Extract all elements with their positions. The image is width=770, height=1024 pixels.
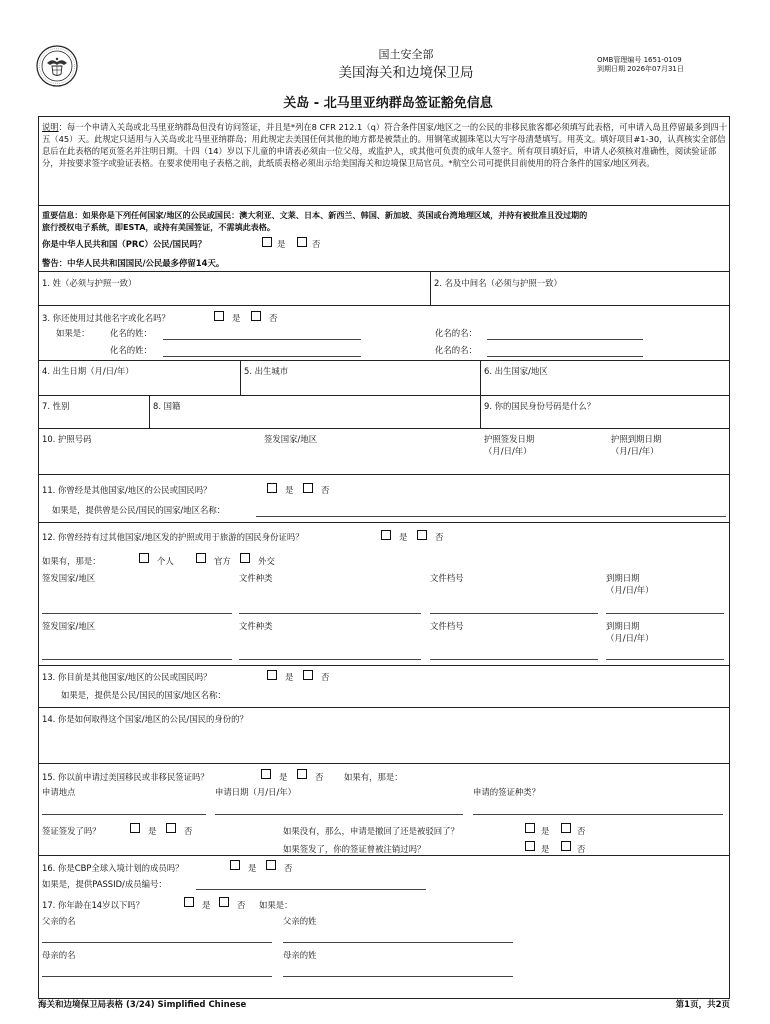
f15-issued-label: 签证签发了吗？ (42, 826, 101, 836)
f11-countries-input[interactable] (256, 516, 726, 517)
f12-yes-checkbox[interactable] (381, 530, 391, 540)
f15-cancelled-no-checkbox[interactable] (561, 841, 571, 851)
seal-icon (36, 45, 78, 87)
f13-yes-checkbox[interactable] (267, 670, 277, 680)
f16-no-checkbox[interactable] (266, 860, 276, 870)
f15-issued-no-label: 否 (184, 826, 193, 836)
field-14-question[interactable]: 14. 你是如何取得这个国家/地区的公民/国民的身份的？ (42, 714, 248, 724)
instructions-text: ：每一个申请入关岛或北马里亚纳群岛但没有访问签证，并且是*列在8 CFR 212.1（q）符合条件国家/地区之一的公民的非移民旅客都必须填写此表格，可申请入岛且停留最多到四十五（45）天。此规定只适用与入关岛或北马里亚纳群岛；用此规定去美国任何其他的地方都是被禁止的。用钢笔或圆珠笔以大写字母清楚填写。用英文。填好项目#1-30，认真核实全部信息后在此表格的尾页签名并注明日期。十四（14）岁以下儿童的申请表必须由一位父母，或监护人，或其他可负责的成年人签字。所有项目填好后，申请人必须核对准确性，阅读验证部分，并按要求签字或验证表格。在要求使用电子表格之前，此纸质表格必须出示给美国海关和边境保卫局官员。*航空公司可提供目前使用的符合条件的国家/地区列表。 (42, 122, 728, 168)
f10-issue-date-format: （月/日/年） (484, 446, 532, 456)
field-15-question: 15. 你以前申请过美国移民或非移民签证吗？ (42, 772, 209, 782)
f15-type-input[interactable] (473, 814, 723, 815)
f15-if-so: 如果有，那是： (344, 772, 403, 782)
f17-yes-checkbox[interactable] (184, 897, 194, 907)
f3-alias-first-2-label: 化名的名： (435, 345, 477, 355)
f12-personal-label: 个人 (157, 556, 174, 566)
prc-question: 你是中华人民共和国（PRC）公民/国民吗？ (42, 239, 207, 249)
prc-yes-checkbox[interactable] (262, 237, 272, 247)
f12-exp-1: 到期日期 (606, 573, 640, 583)
field-1-surname[interactable]: 1. 姓（必须与护照一致） (42, 278, 137, 288)
f16-yes-label: 是 (248, 863, 257, 873)
f3-no-checkbox[interactable] (251, 311, 261, 321)
f10-expiry-date-format: （月/日/年） (611, 446, 659, 456)
f17-father-first-label: 父亲的名 (42, 916, 76, 926)
field-3-question: 3. 你还使用过其他名字或化名吗？ (42, 313, 170, 323)
field-10-passport-number[interactable]: 10. 护照号码 (42, 434, 92, 444)
f15-yes-checkbox[interactable] (261, 769, 271, 779)
f12-if-yes: 如果有，那是： (42, 556, 101, 566)
field-12-question: 12. 你曾经持有过其他国家/地区发的护照或用于旅游的国民身份证吗？ (42, 532, 304, 542)
prc-yes-label: 是 (277, 239, 286, 249)
f12-doc-type-1: 文件种类 (239, 573, 273, 583)
f15-date-label: 申请日期（月/日/年） (215, 787, 297, 797)
f17-no-checkbox[interactable] (219, 897, 229, 907)
field-5-birth-city[interactable]: 5. 出生城市 (244, 366, 289, 376)
prc-no-checkbox[interactable] (297, 237, 307, 247)
f12-doc-no-2: 文件档号 (430, 621, 464, 631)
f12-country-2-input[interactable] (42, 659, 232, 660)
f15-cancelled-label: 如果签发了，你的签证曾被注销过吗？ (283, 844, 426, 854)
f3-alias-last-2-input[interactable] (163, 356, 361, 357)
f3-alias-last-2-label: 化名的姓： (110, 345, 152, 355)
field-16-question: 16. 你是CBP全球入境计划的成员吗？ (42, 863, 184, 873)
f17-mother-first-label: 母亲的名 (42, 950, 76, 960)
f16-no-label: 否 (284, 863, 293, 873)
f15-refused-label: 如果没有，那么，申请是撤回了还是被驳回了？ (283, 826, 459, 836)
f15-cancelled-yes-checkbox[interactable] (525, 841, 535, 851)
instructions-label: 说明 (42, 122, 59, 132)
f15-refused-yes-checkbox[interactable] (525, 823, 535, 833)
f10-issuing-country[interactable]: 签发国家/地区 (264, 434, 318, 444)
instructions (42, 121, 728, 169)
omb-expiry: 到期日期 2026年07月31日 (597, 65, 684, 73)
f15-issued-yes-label: 是 (148, 826, 157, 836)
f11-no-label: 否 (321, 485, 330, 495)
f3-yes-label: 是 (232, 313, 241, 323)
f15-date-input[interactable] (215, 814, 463, 815)
f11-yes-label: 是 (285, 485, 294, 495)
f15-cancelled-no-label: 否 (577, 844, 586, 854)
field-7-gender[interactable]: 7. 性别 (42, 401, 70, 411)
f15-issued-no-checkbox[interactable] (166, 823, 176, 833)
f12-exp-1-format: （月/日/年） (606, 585, 654, 595)
f16-passid-input[interactable] (196, 889, 426, 890)
footer-form-id: 海关和边境保卫局表格 (3/24) Simplified Chinese (38, 1000, 247, 1010)
field-9-national-id[interactable]: 9. 你的国民身份号码是什么？ (484, 401, 596, 411)
f17-if-yes: 如果是： (259, 900, 293, 910)
f3-yes-checkbox[interactable] (214, 311, 224, 321)
f12-exp-2-format: （月/日/年） (606, 633, 654, 643)
f15-issued-yes-checkbox[interactable] (130, 823, 140, 833)
f12-exp-2: 到期日期 (606, 621, 640, 631)
prc-warning: 警告：中华人民共和国国民/公民最多停留14天。 (42, 258, 225, 268)
f12-doc-type-2: 文件种类 (239, 621, 273, 631)
field-8-nationality[interactable]: 8. 国籍 (153, 401, 181, 411)
field-17-question: 17. 你年龄在14岁以下吗？ (42, 900, 145, 910)
field-6-birth-country[interactable]: 6. 出生国家/地区 (484, 366, 548, 376)
f11-if-yes: 如果是，提供曾是公民/国民的国家/地区名称： (52, 505, 226, 515)
f10-issue-date[interactable]: 护照签发日期 (484, 434, 535, 444)
f15-no-checkbox[interactable] (297, 769, 307, 779)
f17-mother-last-input[interactable] (283, 976, 513, 977)
f15-place-label: 申请地点 (42, 787, 76, 797)
f12-no-checkbox[interactable] (417, 530, 427, 540)
f17-yes-label: 是 (202, 900, 211, 910)
f13-no-checkbox[interactable] (303, 670, 313, 680)
f12-doc-type-2-input[interactable] (239, 659, 421, 660)
f12-personal-checkbox[interactable] (139, 553, 149, 563)
field-2-given-name[interactable]: 2. 名及中间名（必须与护照一致） (434, 278, 562, 288)
f11-no-checkbox[interactable] (303, 483, 313, 493)
prc-no-label: 否 (312, 239, 321, 249)
f3-if-yes: 如果是： (56, 328, 90, 338)
f13-yes-label: 是 (285, 672, 294, 682)
omb-number: OMB管理编号 1651-0109 (597, 56, 682, 64)
f13-no-label: 否 (321, 672, 330, 682)
f15-no-label: 否 (315, 772, 324, 782)
f15-refused-no-checkbox[interactable] (561, 823, 571, 833)
footer-page-number: 第1页，共2页 (675, 1000, 730, 1010)
f16-yes-checkbox[interactable] (230, 860, 240, 870)
f12-country-1-input[interactable] (42, 613, 232, 614)
f10-expiry-date[interactable]: 护照到期日期 (611, 434, 662, 444)
f12-exp-2-input[interactable] (606, 659, 724, 660)
f3-alias-first-1-label: 化名的名： (435, 328, 477, 338)
f13-if-yes: 如果是，提供是公民/国民的国家/地区名称： (61, 690, 226, 700)
f16-if-yes: 如果是，提供PASSID/成员编号： (42, 879, 167, 889)
f12-country-2: 签发国家/地区 (42, 621, 96, 631)
f17-father-last-label: 父亲的姓 (283, 916, 317, 926)
f15-type-label: 申请的签证种类？ (473, 787, 540, 797)
dhs-seal (36, 45, 78, 87)
f15-refused-no-label: 否 (577, 826, 586, 836)
f17-mother-last-label: 母亲的姓 (283, 950, 317, 960)
important-line1: 重要信息：如果你是下列任何国家/地区的公民或国民：澳大利亚、文莱、日本、新西兰、韩国、新加坡、英国或台湾地理区域，并持有被批准且没过期的 (42, 210, 588, 220)
f12-country-1: 签发国家/地区 (42, 573, 96, 583)
f12-official-label: 官方 (214, 556, 231, 566)
department-name: 国土安全部 (378, 48, 434, 61)
f15-yes-label: 是 (279, 772, 288, 782)
f12-doc-no-1: 文件档号 (430, 573, 464, 583)
f11-yes-checkbox[interactable] (267, 483, 277, 493)
f12-diplomatic-checkbox[interactable] (240, 553, 250, 563)
f15-refused-yes-label: 是 (541, 826, 550, 836)
f12-yes-label: 是 (399, 532, 408, 542)
f12-exp-1-input[interactable] (606, 613, 724, 614)
f3-alias-first-1-input[interactable] (487, 339, 643, 340)
f12-doc-type-1-input[interactable] (239, 613, 421, 614)
f15-place-input[interactable] (42, 814, 206, 815)
f12-doc-no-1-input[interactable] (430, 613, 598, 614)
f17-no-label: 否 (237, 900, 246, 910)
f17-mother-first-input[interactable] (42, 976, 272, 977)
important-line2: 旅行授权电子系统，即ESTA，或持有美国签证，不需填此表格。 (42, 222, 275, 232)
f12-doc-no-2-input[interactable] (430, 659, 598, 660)
f12-no-label: 否 (435, 532, 444, 542)
f12-official-checkbox[interactable] (196, 553, 206, 563)
f15-cancelled-yes-label: 是 (541, 844, 550, 854)
f3-alias-last-1-input[interactable] (163, 339, 361, 340)
f3-alias-last-1-label: 化名的姓： (110, 328, 152, 338)
f3-no-label: 否 (269, 313, 278, 323)
field-4-dob[interactable]: 4. 出生日期（月/日/年） (42, 366, 134, 376)
form-title: 关岛 - 北马里亚纳群岛签证豁免信息 (283, 96, 493, 111)
agency-name: 美国海关和边境保卫局 (338, 65, 474, 81)
f3-alias-first-2-input[interactable] (487, 356, 643, 357)
f17-father-first-input[interactable] (42, 942, 272, 943)
field-11-question: 11. 你曾经是其他国家/地区的公民或国民吗？ (42, 485, 212, 495)
field-13-question: 13. 你目前是其他国家/地区的公民或国民吗？ (42, 672, 212, 682)
f17-father-last-input[interactable] (283, 942, 513, 943)
f12-diplomatic-label: 外交 (258, 556, 275, 566)
